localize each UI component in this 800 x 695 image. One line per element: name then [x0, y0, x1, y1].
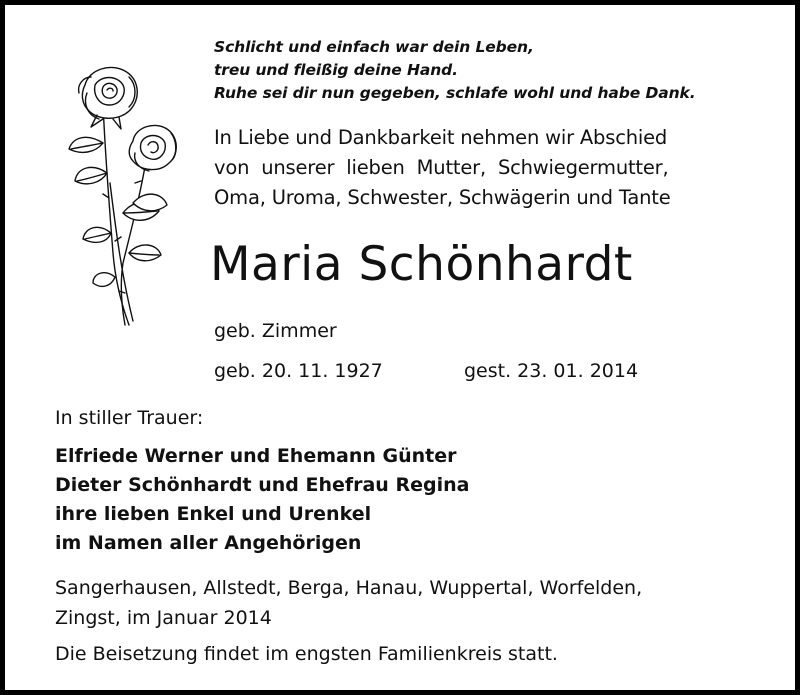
deceased-name: Maria Schönhardt — [210, 237, 633, 292]
places-and-date — [55, 573, 775, 633]
rose-illustration-icon — [63, 63, 183, 333]
mourning-label: In stiller Trauer: — [55, 407, 204, 429]
mourner-line: ihre lieben Enkel und Urenkel — [55, 503, 372, 525]
intro-line-1: In Liebe und Dankbarkeit nehmen wir Abschied — [214, 126, 668, 149]
mourner-line: Elfriede Werner und Ehemann Günter — [55, 445, 457, 467]
memorial-verse — [214, 36, 774, 105]
verse-line-2: treu und fleißig deine Hand. — [214, 61, 458, 79]
mourner-line: Dieter Schönhardt und Ehefrau Regina — [55, 474, 470, 496]
life-dates — [214, 357, 639, 385]
verse-line-3: Ruhe sei dir nun gegeben, schlafe wohl und habe Dank. — [214, 84, 696, 102]
places-line-2: Zingst, im Januar 2014 — [55, 607, 272, 629]
farewell-intro — [214, 123, 754, 213]
birth-date: geb. 20. 11. 1927 — [214, 360, 383, 382]
funeral-note: Die Beisetzung findet im engsten Familienkreis statt. — [55, 643, 558, 665]
death-date: gest. 23. 01. 2014 — [464, 360, 639, 382]
places-line-1: Sangerhausen, Allstedt, Berga, Hanau, Wuppertal, Worfelden, — [55, 577, 643, 599]
birth-name: geb. Zimmer — [214, 320, 337, 342]
intro-line-3: Oma, Uroma, Schwester, Schwägerin und Tante — [214, 186, 671, 209]
mourners-list — [55, 442, 469, 558]
intro-line-2: von unserer lieben Mutter, Schwiegermutter, — [214, 156, 669, 179]
mourner-line: im Namen aller Angehörigen — [55, 532, 362, 554]
verse-line-1: Schlicht und einfach war dein Leben, — [214, 38, 534, 56]
